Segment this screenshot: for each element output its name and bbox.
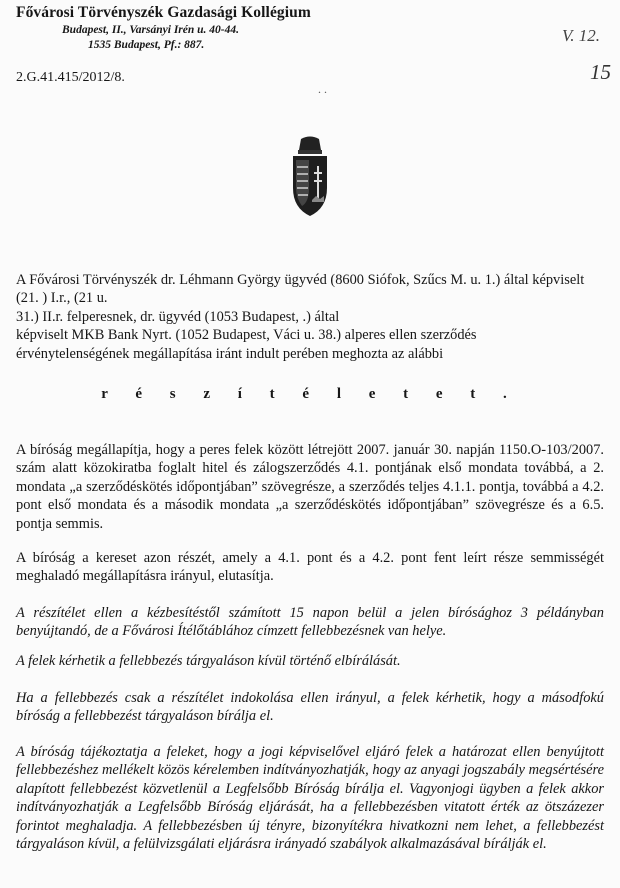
intro-line: (21. ) I.r., (21 u.: [16, 290, 108, 307]
handwritten-page-number: 15: [590, 60, 611, 84]
case-number: 2.G.41.415/2012/8.: [16, 70, 125, 85]
handwritten-note: V. 12.: [562, 26, 600, 45]
appeal-instruction: A felek kérhetik a fellebbezés tárgyaláson kívül történő elbírálását.: [16, 653, 401, 669]
intro-line: érvénytelenségének megállapítása iránt indult perében meghozta az alábbi: [16, 345, 444, 362]
appeal-instruction: A részítélet ellen a kézbesítéstől számított 15 napon belül a jelen bírósághoz 3 példányban benyújtandó, de a Fővárosi Ítélőtáblához címzett fellebbezésnek van helye.: [16, 605, 604, 640]
finding-paragraph: A bíróság megállapítja, hogy a peres felek között létrejött 2007. január 30. napján 1150.O-103/2007. szám alatt közokiratba foglalt hitel és zálogszerződés 4.1. pontjának első mondata továbbá, a 2. mondata „a szerződéskötés időpontjában” szövegrésze, a szerződés teljes 4.1.1. pontja, továbbá a 4.2. pont első mondata és a második mondata „a szerződéskötés időpontjában” szövegrésze és a 6.5. pontja semmis.: [16, 442, 604, 532]
stray-marks: . .: [318, 82, 327, 96]
intro-line: képviselt MKB Bank Nyrt. (1052 Budapest, Váci u. 38.) alperes ellen szerződés: [16, 327, 477, 344]
hungarian-coat-of-arms-icon: [289, 136, 331, 220]
judgment-heading: r é s z í t é l e t e t .: [101, 386, 519, 402]
court-address-line-1: Budapest, II., Varsányi Irén u. 40-44.: [62, 24, 240, 36]
finding-paragraph: A bíróság a kereset azon részét, amely a 4.1. pont és a 4.2. pont fent leírt része semmisségét meghaladó megállapításra irányul, elutasítja.: [16, 550, 604, 585]
appeal-instruction: A bíróság tájékoztatja a feleket, hogy a jogi képviselővel eljáró felek a határozat ellen benyújtott fellebbezéshez mellékelt közös kérelemben indítványozhatják, hogy az anyagi jogszabály megsértésére alapított fellebbezést közvetlenül a Legfelsőbb Bíróság bírálja el. Vagyonjogi ügyben a felek akkor indítványozhatják a Legfelsőbb Bíróság eljárását, ha a fellebbezésben vitatott érték az ötszázezer forintot meghaladja. A fellebbezésben új tényre, bizonyítékra hivatkozni nem lehet, a fellebbezést tárgyaláson kívül, a felülvizsgálati eljárásra irányadó szabályok alkalmazásával bírálják el.: [16, 744, 604, 853]
intro-line: 31.) II.r. felperesnek, dr. ügyvéd (1053 Budapest, .) által: [16, 308, 340, 325]
court-name: Fővárosi Törvényszék Gazdasági Kollégium: [16, 4, 311, 21]
appeal-instruction: Ha a fellebbezés csak a részítélet indokolása ellen irányul, a felek kérhetik, hogy a másodfokú bíróság a fellebbezést tárgyaláson bírálja el.: [16, 690, 604, 725]
court-address-line-2: 1535 Budapest, Pf.: 887.: [88, 39, 205, 51]
intro-paragraph: [16, 271, 604, 363]
intro-line: A Fővárosi Törvényszék dr. Léhmann György ügyvéd (8600 Siófok, Szűcs M. u. 1.) által képviselt: [16, 272, 585, 288]
